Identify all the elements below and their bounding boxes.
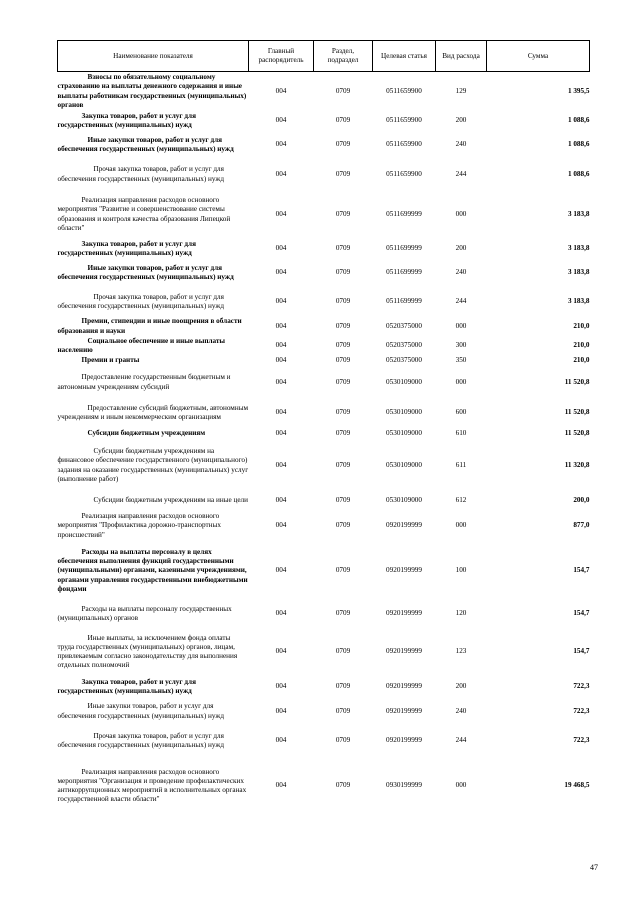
header-name: Наименование показателя xyxy=(58,41,249,72)
header-target: Целевая статья xyxy=(373,41,436,72)
cell-section: 0709 xyxy=(335,377,351,386)
budget-table xyxy=(57,40,590,816)
cell-section: 0709 xyxy=(335,781,351,790)
cell-name xyxy=(58,440,249,491)
cell-admin: 004 xyxy=(275,781,287,790)
row-label: Субсидии бюджетным учреждениям на иные цели xyxy=(93,496,248,505)
cell-target: 0511699999 xyxy=(386,268,422,277)
cell-exp-type: 200 xyxy=(455,244,467,253)
cell-target: 0511659900 xyxy=(386,169,422,178)
cell-section: 0709 xyxy=(335,566,351,575)
cell-name xyxy=(58,367,249,398)
table-row xyxy=(58,726,590,756)
cell-admin: 004 xyxy=(275,682,287,691)
cell-target: 0511699999 xyxy=(386,297,422,306)
cell-name xyxy=(58,677,249,697)
row-label: Премии, стипендии и иные поощрения в области образования и науки xyxy=(57,317,242,335)
cell-exp-type: 000 xyxy=(455,521,467,530)
header-section: Раздел, подраздел xyxy=(314,41,373,72)
cell-sum: 1 088,6 xyxy=(567,169,590,178)
cell-exp-type: 000 xyxy=(455,321,467,330)
table-row xyxy=(58,677,590,697)
row-label: Предоставление субсидий бюджетным, автономным учреждениям и иным некоммерческим организациям xyxy=(57,403,249,422)
cell-name xyxy=(58,398,249,428)
cell-sum: 722,3 xyxy=(573,706,590,715)
cell-name xyxy=(58,697,249,726)
cell-name xyxy=(58,355,249,367)
table-row xyxy=(58,541,590,601)
cell-exp-type: 200 xyxy=(455,682,467,691)
table-row xyxy=(58,601,590,627)
row-label: Реализация направления расходов основного мероприятия "Развитие и совершенствование системы образования и контроля качества образования Липецкой области" xyxy=(57,195,231,232)
cell-admin: 004 xyxy=(275,321,287,330)
table-row xyxy=(58,337,590,356)
cell-target: 0920199999 xyxy=(386,706,422,715)
row-label: Иные выплаты, за исключением фонда оплаты труда государственных (муниципальных) органов, лицам, привлекаемым согласно законодательству для выполнения отдельных полномочий xyxy=(57,633,238,670)
cell-target: 0511659900 xyxy=(386,116,422,125)
cell-sum: 722,3 xyxy=(573,736,590,745)
row-label: Иные закупки товаров, работ и услуг для обеспечения государственных (муниципальных) нужд xyxy=(57,263,234,281)
table-row xyxy=(58,259,590,288)
cell-target: 0930199999 xyxy=(386,781,422,790)
cell-exp-type: 240 xyxy=(455,706,467,715)
table-row xyxy=(58,288,590,317)
cell-target: 0920199999 xyxy=(386,566,422,575)
header-sum: Сумма xyxy=(487,41,590,72)
cell-sum: 19 468,5 xyxy=(564,781,590,790)
cell-admin: 004 xyxy=(275,521,287,530)
table-row xyxy=(58,367,590,398)
cell-target: 0920199999 xyxy=(386,682,422,691)
cell-name xyxy=(58,428,249,440)
cell-sum: 154,7 xyxy=(573,647,590,656)
cell-section: 0709 xyxy=(335,209,351,218)
cell-target: 0511699999 xyxy=(386,244,422,253)
cell-exp-type: 123 xyxy=(455,647,467,656)
cell-admin: 004 xyxy=(275,209,287,218)
cell-sum: 210,0 xyxy=(573,321,590,330)
cell-target: 0920199999 xyxy=(386,736,422,745)
cell-admin: 004 xyxy=(275,268,287,277)
table-row xyxy=(58,428,590,440)
cell-section: 0709 xyxy=(335,682,351,691)
row-label: Расходы на выплаты персоналу в целях обеспечения выполнения функций государственными (муниципальными) органами, казенными учреждениями, органами управления государственными внебюджетными фондами xyxy=(57,547,248,594)
cell-sum: 3 183,8 xyxy=(567,297,590,306)
cell-name xyxy=(58,726,249,756)
cell-target: 0511699999 xyxy=(386,209,422,218)
cell-exp-type: 600 xyxy=(455,408,467,417)
cell-admin: 004 xyxy=(275,244,287,253)
row-label: Реализация направления расходов основного мероприятия "Профилактика дорожно-транспортных происшествий" xyxy=(57,512,221,539)
row-label: Закупка товаров, работ и услуг для государственных (муниципальных) нужд xyxy=(57,111,196,129)
cell-target: 0520375000 xyxy=(386,356,422,365)
cell-name xyxy=(58,72,249,112)
table-row xyxy=(58,190,590,240)
table-row xyxy=(58,511,590,541)
row-label: Предоставление государственным бюджетным и автономным учреждениям субсидий xyxy=(57,373,231,391)
cell-section: 0709 xyxy=(335,429,351,438)
cell-sum: 1 088,6 xyxy=(567,116,590,125)
cell-sum: 154,7 xyxy=(573,566,590,575)
table-row xyxy=(58,160,590,190)
header-exp-type: Вид расхода xyxy=(436,41,487,72)
row-label: Закупка товаров, работ и услуг для государственных (муниципальных) нужд xyxy=(57,677,196,696)
cell-section: 0709 xyxy=(335,736,351,745)
cell-section: 0709 xyxy=(335,521,351,530)
cell-target: 0511659900 xyxy=(386,140,422,149)
cell-section: 0709 xyxy=(335,268,351,277)
cell-exp-type: 200 xyxy=(455,116,467,125)
table-row xyxy=(58,440,590,491)
row-label: Субсидии бюджетным учреждениям на финансовое обеспечение государственного (муниципального) задания на оказание государственных (муниципальных) услуг (выполнение работ) xyxy=(57,447,249,483)
cell-sum: 11 320,8 xyxy=(564,460,590,469)
cell-exp-type: 244 xyxy=(455,169,467,178)
cell-name xyxy=(58,288,249,317)
table-row xyxy=(58,355,590,367)
cell-exp-type: 244 xyxy=(455,736,467,745)
cell-name xyxy=(58,160,249,190)
cell-target: 0511659900 xyxy=(386,87,422,96)
row-label: Расходы на выплаты персоналу государственных (муниципальных) органов xyxy=(57,604,232,623)
table-header-row xyxy=(58,41,590,72)
cell-section: 0709 xyxy=(335,116,351,125)
cell-exp-type: 000 xyxy=(455,377,467,386)
cell-name xyxy=(58,511,249,541)
cell-name xyxy=(58,112,249,131)
table-row xyxy=(58,72,590,112)
cell-name xyxy=(58,259,249,288)
row-label: Премии и гранты xyxy=(81,356,140,365)
cell-section: 0709 xyxy=(335,244,351,253)
cell-exp-type: 240 xyxy=(455,140,467,149)
cell-admin: 004 xyxy=(275,116,287,125)
cell-section: 0709 xyxy=(335,297,351,306)
cell-target: 0530109000 xyxy=(386,429,422,438)
cell-admin: 004 xyxy=(275,566,287,575)
cell-sum: 11 520,8 xyxy=(564,377,590,386)
cell-exp-type: 000 xyxy=(455,209,467,218)
page-number: 47 xyxy=(590,863,598,872)
cell-exp-type: 300 xyxy=(455,341,467,350)
cell-admin: 004 xyxy=(275,736,287,745)
cell-admin: 004 xyxy=(275,140,287,149)
cell-section: 0709 xyxy=(335,496,351,505)
cell-section: 0709 xyxy=(335,609,351,618)
cell-admin: 004 xyxy=(275,87,287,96)
table-row xyxy=(58,131,590,160)
cell-target: 0530109000 xyxy=(386,496,422,505)
cell-exp-type: 612 xyxy=(455,496,467,505)
cell-name xyxy=(58,317,249,337)
cell-section: 0709 xyxy=(335,408,351,417)
cell-admin: 004 xyxy=(275,647,287,656)
table-row xyxy=(58,627,590,677)
cell-section: 0709 xyxy=(335,341,351,350)
cell-admin: 004 xyxy=(275,609,287,618)
cell-sum: 200,0 xyxy=(573,496,590,505)
cell-target: 0530109000 xyxy=(386,377,422,386)
cell-sum: 722,3 xyxy=(573,682,590,691)
cell-name xyxy=(58,601,249,627)
cell-exp-type: 120 xyxy=(455,609,467,618)
cell-sum: 210,0 xyxy=(573,356,590,365)
cell-target: 0530109000 xyxy=(386,460,422,469)
cell-admin: 004 xyxy=(275,377,287,386)
row-label: Закупка товаров, работ и услуг для государственных (муниципальных) нужд xyxy=(57,239,196,257)
cell-exp-type: 129 xyxy=(455,87,467,96)
row-label: Прочая закупка товаров, работ и услуг для обеспечения государственных (муниципальных) нужд xyxy=(57,731,224,750)
cell-section: 0709 xyxy=(335,647,351,656)
row-label: Иные закупки товаров, работ и услуг для обеспечения государственных (муниципальных) нужд xyxy=(57,135,234,153)
table-row xyxy=(58,398,590,428)
cell-exp-type: 611 xyxy=(455,460,467,469)
cell-name xyxy=(58,337,249,356)
cell-sum: 3 183,8 xyxy=(567,244,590,253)
cell-admin: 004 xyxy=(275,429,287,438)
cell-name xyxy=(58,190,249,240)
cell-sum: 210,0 xyxy=(573,341,590,350)
cell-exp-type: 610 xyxy=(455,429,467,438)
cell-target: 0920199999 xyxy=(386,609,422,618)
cell-sum: 1 395,5 xyxy=(567,87,590,96)
cell-admin: 004 xyxy=(275,297,287,306)
cell-target: 0920199999 xyxy=(386,647,422,656)
table-row xyxy=(58,317,590,337)
row-label: Реализация направления расходов основного мероприятия "Организация и проведение профилактических антикоррупционных мероприятий в исполнительных органах государственной власти области" xyxy=(57,767,247,804)
row-label: Социальное обеспечение и иные выплаты населению xyxy=(57,336,226,354)
cell-exp-type: 350 xyxy=(455,356,467,365)
cell-section: 0709 xyxy=(335,169,351,178)
cell-sum: 3 183,8 xyxy=(567,268,590,277)
cell-target: 0920199999 xyxy=(386,521,422,530)
cell-admin: 004 xyxy=(275,341,287,350)
row-label: Субсидии бюджетным учреждениям xyxy=(87,429,206,438)
row-label: Взносы по обязательному социальному страхованию на выплаты денежного содержания и иные выплаты работникам государственных (муниципальных) органов xyxy=(57,73,247,110)
table-body xyxy=(58,72,590,817)
cell-section: 0709 xyxy=(335,140,351,149)
cell-sum: 1 088,6 xyxy=(567,140,590,149)
cell-exp-type: 100 xyxy=(455,566,467,575)
row-label: Иные закупки товаров, работ и услуг для обеспечения государственных (муниципальных) нужд xyxy=(57,702,224,720)
cell-section: 0709 xyxy=(335,87,351,96)
cell-sum: 11 520,8 xyxy=(564,429,590,438)
cell-name xyxy=(58,491,249,511)
cell-section: 0709 xyxy=(335,460,351,469)
table-row xyxy=(58,491,590,511)
cell-sum: 877,0 xyxy=(573,521,590,530)
header-admin: Главный распорядитель xyxy=(249,41,314,72)
cell-admin: 004 xyxy=(275,356,287,365)
cell-admin: 004 xyxy=(275,496,287,505)
cell-name xyxy=(58,627,249,677)
cell-admin: 004 xyxy=(275,460,287,469)
cell-target: 0530109000 xyxy=(386,408,422,417)
cell-admin: 004 xyxy=(275,706,287,715)
table-row xyxy=(58,697,590,726)
cell-sum: 3 183,8 xyxy=(567,209,590,218)
cell-name xyxy=(58,131,249,160)
row-label: Прочая закупка товаров, работ и услуг для обеспечения государственных (муниципальных) нужд xyxy=(57,292,224,310)
cell-target: 0520375000 xyxy=(386,341,422,350)
cell-target: 0520375000 xyxy=(386,321,422,330)
cell-sum: 11 520,8 xyxy=(564,408,590,417)
cell-name xyxy=(58,541,249,601)
table-row xyxy=(58,240,590,259)
cell-admin: 004 xyxy=(275,408,287,417)
cell-section: 0709 xyxy=(335,706,351,715)
cell-name xyxy=(58,756,249,816)
cell-exp-type: 240 xyxy=(455,268,467,277)
cell-section: 0709 xyxy=(335,356,351,365)
cell-sum: 154,7 xyxy=(573,609,590,618)
cell-name xyxy=(58,240,249,259)
cell-admin: 004 xyxy=(275,169,287,178)
cell-section: 0709 xyxy=(335,321,351,330)
cell-exp-type: 244 xyxy=(455,297,467,306)
table-row xyxy=(58,756,590,816)
table-row xyxy=(58,112,590,131)
cell-exp-type: 000 xyxy=(455,781,467,790)
row-label: Прочая закупка товаров, работ и услуг для обеспечения государственных (муниципальных) нужд xyxy=(57,165,224,183)
